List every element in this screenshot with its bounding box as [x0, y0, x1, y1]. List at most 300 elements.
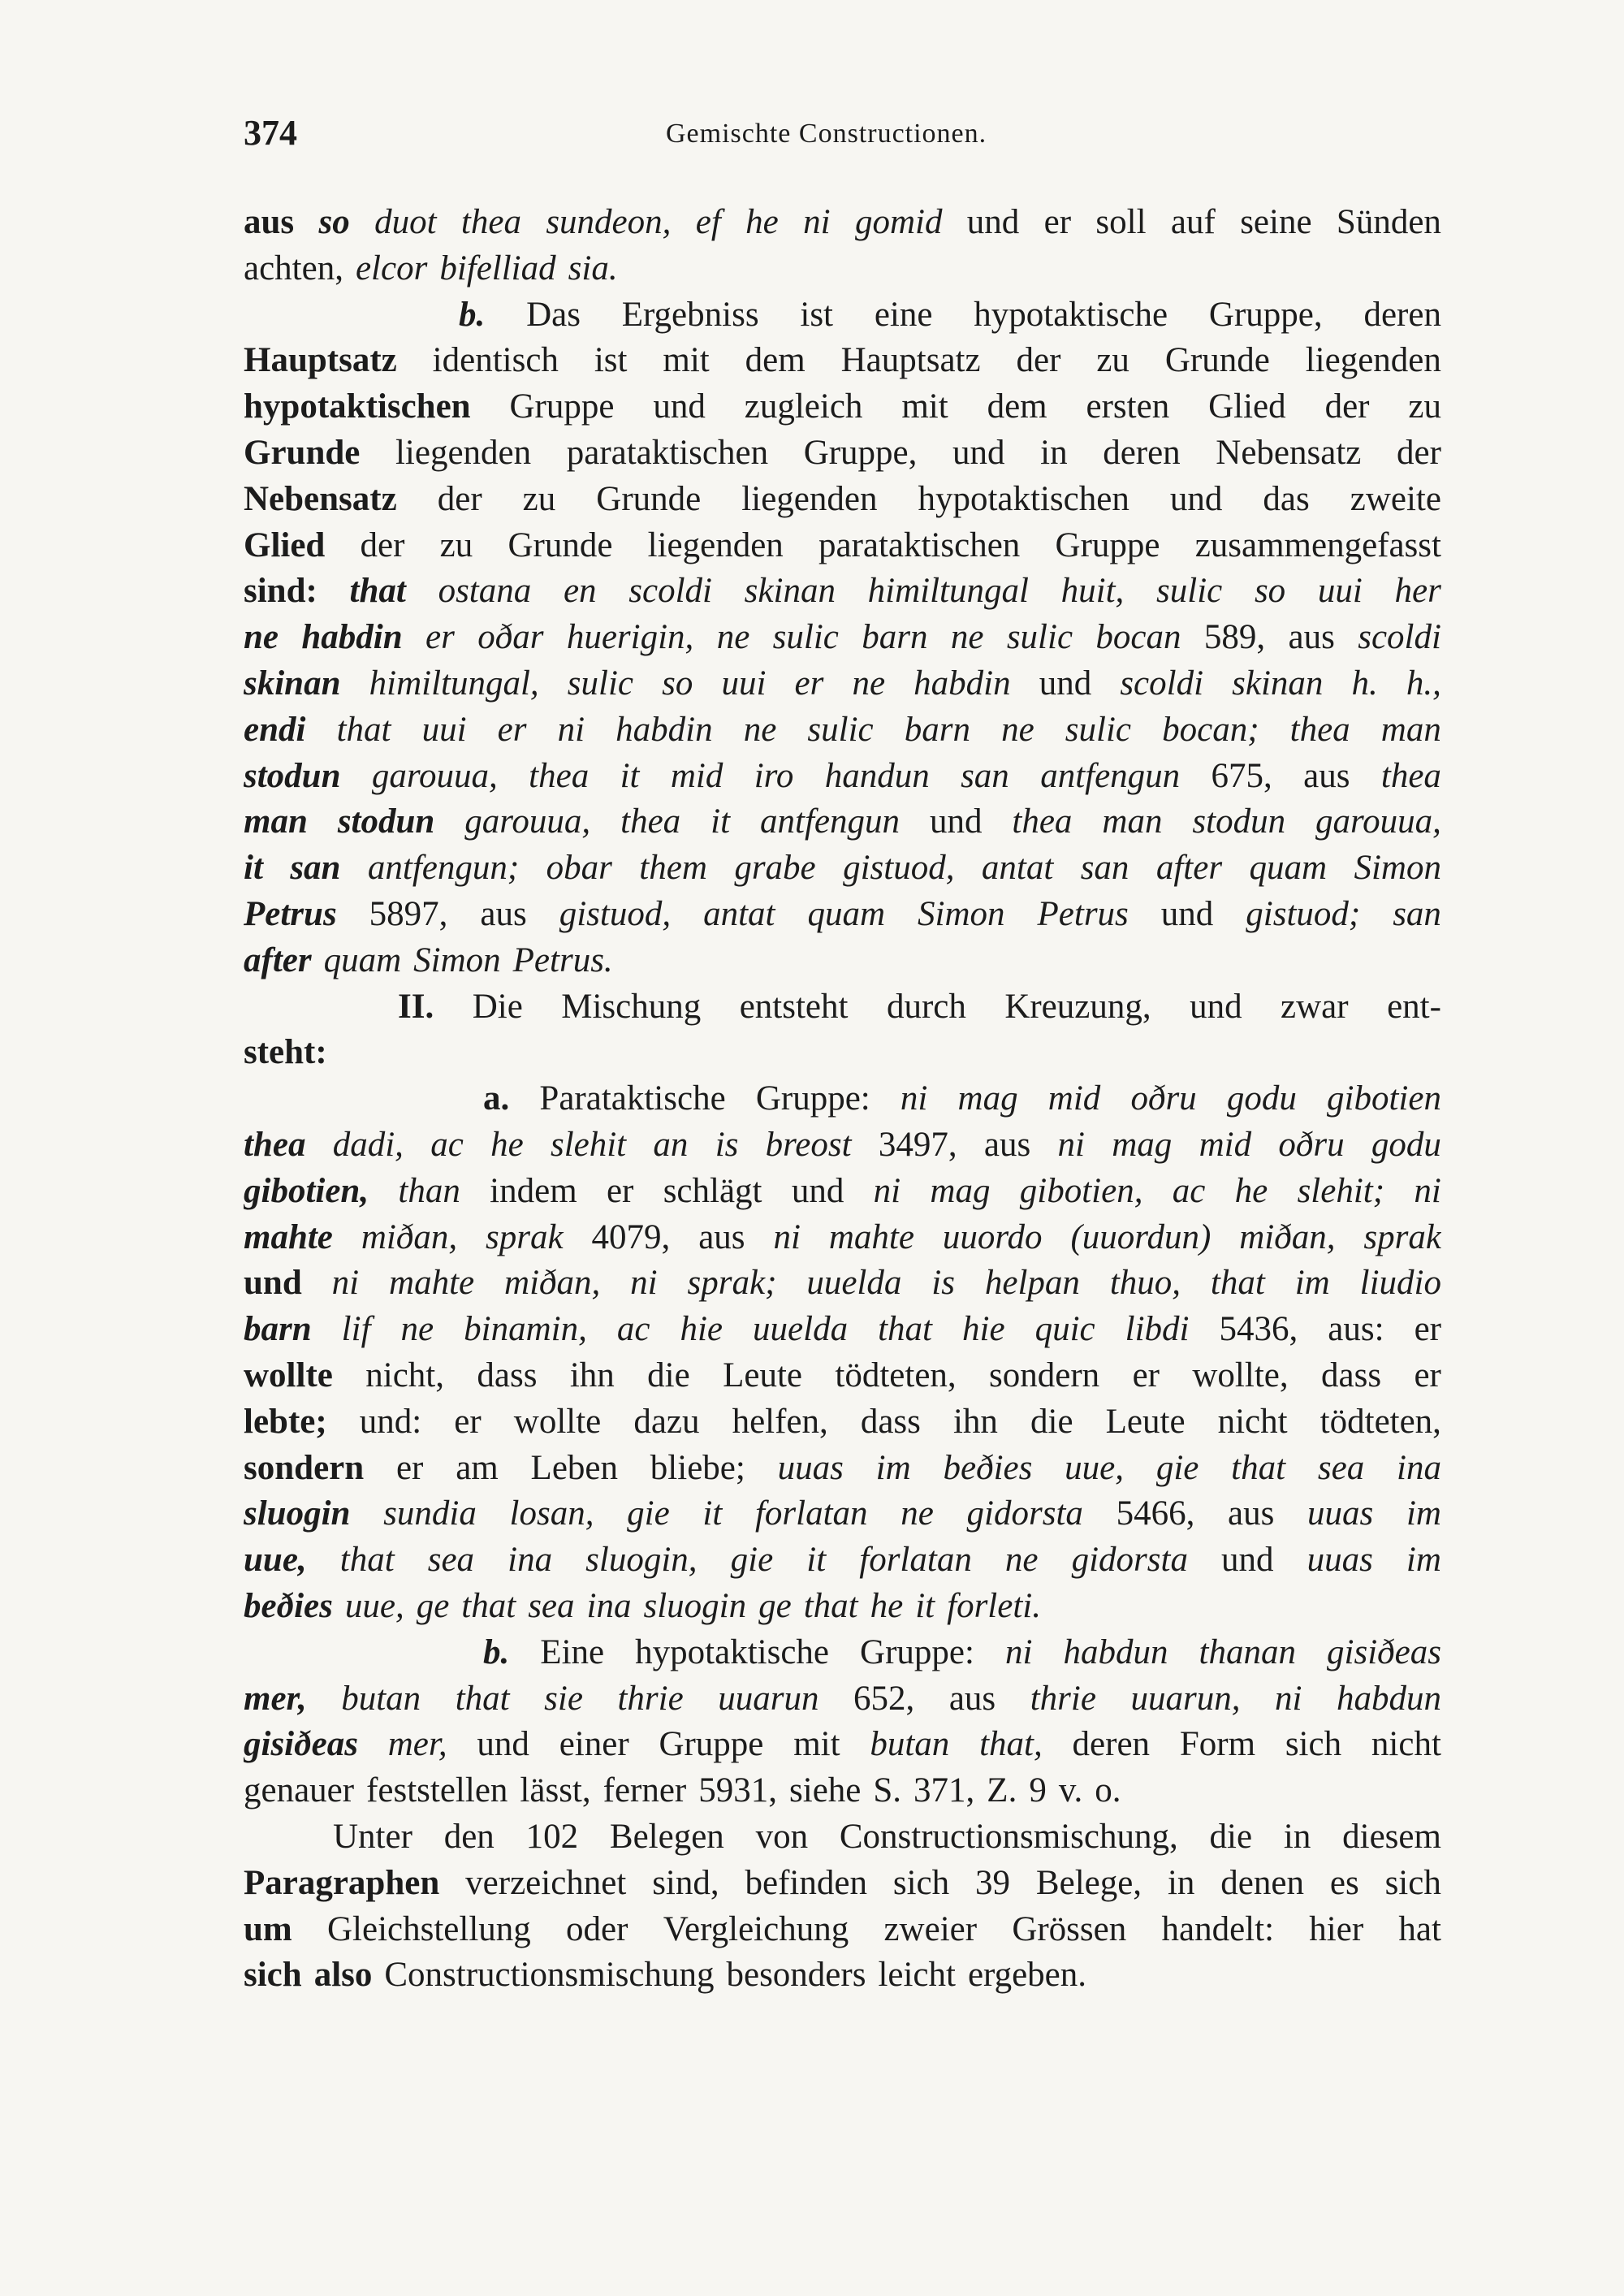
word: und: [1190, 988, 1242, 1026]
text-line: [244, 798, 1441, 845]
word: barn: [244, 1310, 312, 1348]
word: Gruppe,: [803, 434, 918, 472]
word: he: [870, 1587, 904, 1625]
word: he: [745, 203, 779, 241]
word: gibotien: [1327, 1079, 1441, 1118]
word: deren: [1103, 434, 1181, 472]
word: durch: [886, 988, 966, 1026]
word: godu: [1226, 1079, 1297, 1118]
word: mit: [793, 1725, 840, 1763]
word: und: [1169, 480, 1223, 518]
word: it: [710, 802, 731, 841]
word: Mischung: [561, 988, 702, 1026]
word: aus: [1228, 1494, 1275, 1533]
word: her: [1394, 572, 1441, 610]
word: garouua,: [464, 802, 591, 841]
word: siehe: [789, 1771, 862, 1810]
word: indem: [490, 1172, 577, 1210]
word: man: [1380, 711, 1441, 749]
word: er: [1414, 1310, 1441, 1348]
word: ni: [803, 203, 831, 241]
word: ne: [901, 1494, 934, 1533]
word: slehit: [550, 1126, 627, 1164]
word: ihn: [952, 1403, 998, 1441]
word: Eine: [540, 1633, 605, 1671]
word: that: [461, 1587, 516, 1625]
word: Unter: [333, 1818, 412, 1856]
word: tödteten,: [1320, 1403, 1441, 1441]
word: das: [1263, 480, 1310, 518]
word: gisiðeas: [1327, 1633, 1441, 1671]
word: sundeon,: [546, 203, 672, 241]
word: liegenden: [395, 434, 532, 472]
word: Gruppe: [509, 387, 615, 426]
word: aus: [698, 1218, 745, 1256]
word: sluogin: [643, 1587, 747, 1625]
word: sprak: [1363, 1218, 1441, 1256]
word: thanan: [1199, 1633, 1296, 1671]
word: huit,: [1060, 572, 1125, 610]
word: uue,: [244, 1541, 307, 1579]
word: antfengun;: [367, 849, 520, 887]
word: handelt:: [1161, 1910, 1275, 1948]
word: hypotaktischen: [918, 480, 1129, 518]
word: ostana: [438, 572, 532, 610]
word: ne: [716, 618, 750, 656]
word: uui: [421, 711, 467, 749]
word: gistuod,: [843, 849, 955, 887]
word: uuas: [1307, 1494, 1374, 1533]
word: scoldi: [1120, 664, 1204, 703]
word: sluogin,: [585, 1541, 698, 1579]
word: miðan,: [504, 1264, 601, 1302]
word: forlatan: [859, 1541, 972, 1579]
word: thrie: [617, 1680, 684, 1718]
word: after: [244, 941, 312, 979]
word: Paragraphen: [244, 1864, 440, 1902]
word: Gruppe,: [1208, 296, 1323, 334]
word: barn: [904, 711, 970, 749]
word: habdin: [615, 711, 713, 749]
word: seine: [1240, 203, 1312, 241]
word: ni: [331, 1264, 360, 1302]
word: bocan;: [1162, 711, 1259, 749]
word: hie: [962, 1310, 1005, 1348]
word: h.: [1351, 664, 1378, 703]
word: zu: [522, 480, 556, 518]
word: hypotaktischen: [244, 387, 471, 426]
word: Petrus: [1037, 895, 1129, 933]
word: quic: [1034, 1310, 1095, 1348]
word: quam: [323, 941, 402, 979]
text-line: [244, 430, 1441, 477]
word: sulic: [807, 711, 874, 749]
text-line: [244, 1721, 1441, 1768]
word: er: [425, 618, 455, 656]
word: besonders: [726, 1956, 866, 1994]
text-line: [244, 1399, 1441, 1446]
word: verzeichnet: [465, 1864, 627, 1902]
text-line: [244, 707, 1441, 754]
word: antat: [703, 895, 775, 933]
word: sulic: [1065, 711, 1131, 749]
word: sind,: [652, 1864, 719, 1902]
word: aus: [1303, 757, 1350, 795]
word: befinden: [745, 1864, 867, 1902]
word: Glied: [244, 526, 326, 564]
page-header: [244, 112, 1441, 161]
word: sind:: [244, 572, 317, 610]
word: scoldi: [628, 572, 712, 610]
word: handun: [824, 757, 930, 795]
text-line: [459, 292, 1441, 339]
word: antat: [981, 849, 1054, 887]
word: ina: [586, 1587, 632, 1625]
word: stodun: [337, 802, 435, 841]
word: 5931,: [698, 1771, 778, 1810]
word: duot: [374, 203, 437, 241]
word: zwar: [1281, 988, 1349, 1026]
word: uuas: [777, 1449, 844, 1487]
running-head: Gemischte Constructionen.: [666, 119, 987, 149]
word: liegenden: [741, 480, 878, 518]
word: dass: [477, 1356, 538, 1394]
text-line: [244, 1168, 1441, 1215]
word: thuo,: [1109, 1264, 1181, 1302]
word: sondern: [244, 1449, 365, 1487]
word: der: [1016, 341, 1061, 379]
word: mid: [1199, 1126, 1252, 1164]
word: in: [1040, 434, 1068, 472]
word: ni: [1005, 1633, 1033, 1671]
word: identisch: [432, 341, 559, 379]
text-line: [244, 522, 1441, 569]
word: ni: [557, 711, 585, 749]
word: ne: [1001, 711, 1034, 749]
word: than: [398, 1172, 460, 1210]
word: diesem: [1342, 1818, 1441, 1856]
word: entsteht: [739, 988, 849, 1026]
word: gisiðeas: [244, 1725, 358, 1763]
word: antfengun: [1040, 757, 1181, 795]
word: den: [443, 1818, 495, 1856]
word: Ergebniss: [621, 296, 759, 334]
word: 652,: [853, 1680, 915, 1718]
word: deren: [1363, 296, 1441, 334]
text-line: [244, 383, 1441, 430]
word: bocan: [1095, 618, 1181, 656]
word: binamin,: [464, 1310, 587, 1348]
word: Constructionsmischung,: [839, 1818, 1178, 1856]
word: ne: [950, 618, 984, 656]
word: nicht: [1371, 1725, 1441, 1763]
word: zugleich: [744, 387, 863, 426]
text-line: [244, 1122, 1441, 1169]
page-number: 374: [244, 113, 297, 153]
word: sia.: [568, 249, 618, 288]
word: ne: [1004, 1541, 1039, 1579]
word: er: [395, 1449, 424, 1487]
word: Leben: [530, 1449, 618, 1487]
word: Gruppe:: [860, 1633, 974, 1671]
text-line: [333, 1814, 1441, 1861]
text-line: [244, 1860, 1441, 1907]
word: am: [456, 1449, 499, 1487]
word: liudio: [1359, 1264, 1441, 1302]
word: von: [755, 1818, 809, 1856]
text-line: [244, 1767, 1441, 1814]
word: Glied: [1208, 387, 1286, 426]
word: die: [647, 1356, 690, 1394]
text-line: [244, 1952, 1441, 1999]
word: sulic: [1156, 572, 1223, 610]
word: endi: [244, 711, 306, 749]
word: gistuod;: [1246, 895, 1361, 933]
word: an: [653, 1126, 689, 1164]
word: mag: [957, 1079, 1018, 1118]
word: er: [454, 1403, 482, 1441]
word: im: [875, 1449, 911, 1487]
word: die: [1209, 1818, 1253, 1856]
word: gidorsta: [1071, 1541, 1188, 1579]
word: Belege,: [1035, 1864, 1142, 1902]
word: that: [1210, 1264, 1265, 1302]
word: und: [244, 1264, 302, 1302]
word: beðies: [244, 1587, 333, 1625]
word: und: [791, 1172, 844, 1210]
word: aus: [1288, 618, 1335, 656]
word: Leute: [723, 1356, 802, 1394]
word: und: [1160, 895, 1214, 933]
word: Sünden: [1336, 203, 1441, 241]
text-line: [244, 1260, 1441, 1307]
word: Petrus.: [512, 941, 613, 979]
word: that: [339, 1541, 395, 1579]
word: mer,: [244, 1680, 307, 1718]
word: achten,: [244, 249, 343, 288]
word: 102: [525, 1818, 579, 1856]
word: he: [1234, 1172, 1268, 1210]
word: Hauptsatz: [244, 341, 397, 379]
word: Form: [1179, 1725, 1256, 1763]
word: mid: [670, 757, 723, 795]
word: in: [1283, 1818, 1311, 1856]
word: mag: [930, 1172, 991, 1210]
word: und: [952, 434, 1005, 472]
word: mahte: [828, 1218, 914, 1256]
word: sea: [528, 1587, 575, 1625]
word: aus: [948, 1680, 996, 1718]
word: Simon: [1354, 849, 1441, 887]
text-line: [244, 1906, 1441, 1953]
word: ac: [430, 1126, 464, 1164]
word: Das: [526, 296, 581, 334]
word: sich: [1285, 1725, 1342, 1763]
word: gistuod,: [559, 895, 672, 933]
word: mahte: [244, 1218, 333, 1256]
word: und: [1221, 1541, 1274, 1579]
word: der: [1324, 387, 1370, 426]
word: mer,: [387, 1725, 447, 1763]
word: that: [336, 711, 391, 749]
word: skinan: [1232, 664, 1324, 703]
word: er: [606, 1172, 634, 1210]
word: is: [931, 1264, 955, 1302]
word: Leute: [1105, 1403, 1186, 1441]
word: helfen,: [732, 1403, 828, 1441]
word: uuas: [1307, 1541, 1373, 1579]
word: aus:: [1328, 1310, 1384, 1348]
word: breost: [765, 1126, 852, 1164]
word: im: [1406, 1541, 1441, 1579]
word: gibotien,: [1019, 1172, 1143, 1210]
word: quam: [1249, 849, 1328, 887]
word: gidorsta: [966, 1494, 1083, 1533]
word: aus: [983, 1126, 1031, 1164]
word: ni: [1275, 1680, 1302, 1718]
word: Belegen: [609, 1818, 724, 1856]
word: lebte;: [244, 1403, 327, 1441]
word: 5436,: [1219, 1310, 1298, 1348]
word: uui: [721, 664, 767, 703]
word: Vergleichung: [663, 1910, 849, 1948]
word: wollte: [513, 1403, 602, 1441]
word: hypotaktische: [974, 296, 1168, 334]
word: Gleichstellung: [327, 1910, 531, 1948]
word: skinan: [744, 572, 836, 610]
word: bliebe;: [650, 1449, 745, 1487]
word: 3497,: [878, 1126, 957, 1164]
word: sich: [892, 1864, 950, 1902]
word: that,: [979, 1725, 1043, 1763]
word: Grössen: [1012, 1910, 1127, 1948]
word: is: [715, 1126, 739, 1164]
word: 675,: [1211, 757, 1272, 795]
word: aus: [244, 203, 295, 241]
word: butan: [341, 1680, 421, 1718]
word: und: [929, 802, 983, 841]
word: sie: [544, 1680, 583, 1718]
word: um: [244, 1910, 292, 1948]
word: ist: [800, 296, 834, 334]
word: uuelda: [753, 1310, 849, 1348]
word: uui: [1317, 572, 1363, 610]
word: beðies: [943, 1449, 1033, 1487]
word: aus: [480, 895, 527, 933]
word: im: [1406, 1494, 1441, 1533]
word: der: [360, 526, 405, 564]
word: und: [966, 203, 1020, 241]
word: uuarun: [718, 1680, 819, 1718]
word: dem: [987, 387, 1047, 426]
word: lif: [341, 1310, 371, 1348]
word: iro: [754, 757, 794, 795]
word: zusammengefasst: [1194, 526, 1441, 564]
word: ist: [594, 341, 628, 379]
word: parataktischen: [818, 526, 1021, 564]
word: gie: [1155, 1449, 1199, 1487]
word: denen: [1220, 1864, 1304, 1902]
word: Petrus: [244, 895, 337, 933]
word: uue,: [344, 1587, 404, 1625]
word: ni: [873, 1172, 901, 1210]
word: zweite: [1350, 480, 1441, 518]
word: miðan,: [1239, 1218, 1336, 1256]
word: wollte: [244, 1356, 333, 1394]
word: tödteten,: [835, 1356, 957, 1394]
word: gomid: [854, 203, 943, 241]
word: 4079,: [591, 1218, 671, 1256]
word: mit: [663, 341, 710, 379]
word: mag: [1112, 1126, 1173, 1164]
word: garouua,: [371, 757, 498, 795]
word: himiltungal,: [369, 664, 539, 703]
word: forlatan: [754, 1494, 868, 1533]
word: v.: [1058, 1771, 1083, 1810]
text-line: [244, 1583, 1441, 1630]
word: dem: [745, 341, 806, 379]
word: er: [1043, 203, 1072, 241]
word: zu: [439, 526, 473, 564]
word: ac: [1172, 1172, 1206, 1210]
word: und: [653, 387, 706, 426]
word: elcor: [355, 249, 428, 288]
word: deren: [1072, 1725, 1151, 1763]
word: Grunde: [508, 526, 613, 564]
word: it: [806, 1541, 827, 1579]
word: gibotien,: [244, 1172, 369, 1210]
word: 39: [975, 1864, 1011, 1902]
word: losan,: [509, 1494, 594, 1533]
word: parataktischen: [566, 434, 769, 472]
text-line: [244, 337, 1441, 384]
word: ge: [416, 1587, 450, 1625]
text-line: [244, 614, 1441, 661]
word: genauer: [244, 1771, 355, 1810]
word: 5897,: [369, 895, 448, 933]
word: gie: [627, 1494, 670, 1533]
word: also: [313, 1956, 373, 1994]
word: o.: [1095, 1771, 1121, 1810]
word: mit: [901, 387, 948, 426]
word: nicht: [1217, 1403, 1288, 1441]
word: ne: [852, 664, 886, 703]
word: thea: [244, 1126, 306, 1164]
word: es: [1329, 1864, 1359, 1902]
word: libdi: [1125, 1310, 1190, 1348]
word: a.: [483, 1079, 510, 1118]
word: oðru: [1278, 1126, 1345, 1164]
word: lässt,: [520, 1771, 591, 1810]
word: oðar: [477, 618, 544, 656]
word: sea: [1317, 1449, 1365, 1487]
word: ne: [743, 711, 777, 749]
word: liegenden: [1305, 341, 1441, 379]
word: ef: [695, 203, 721, 241]
word: und: [1039, 664, 1092, 703]
word: dazu: [633, 1403, 700, 1441]
word: im: [1294, 1264, 1330, 1302]
text-line: [244, 753, 1441, 800]
word: huerigin,: [566, 618, 694, 656]
word: sich: [244, 1956, 302, 1994]
word: wollte,: [1192, 1356, 1289, 1394]
word: ni: [1414, 1172, 1441, 1210]
word: ne: [244, 618, 279, 656]
word: thea: [620, 802, 681, 841]
word: thea: [1289, 711, 1350, 749]
word: Constructionsmischung: [384, 1956, 715, 1994]
